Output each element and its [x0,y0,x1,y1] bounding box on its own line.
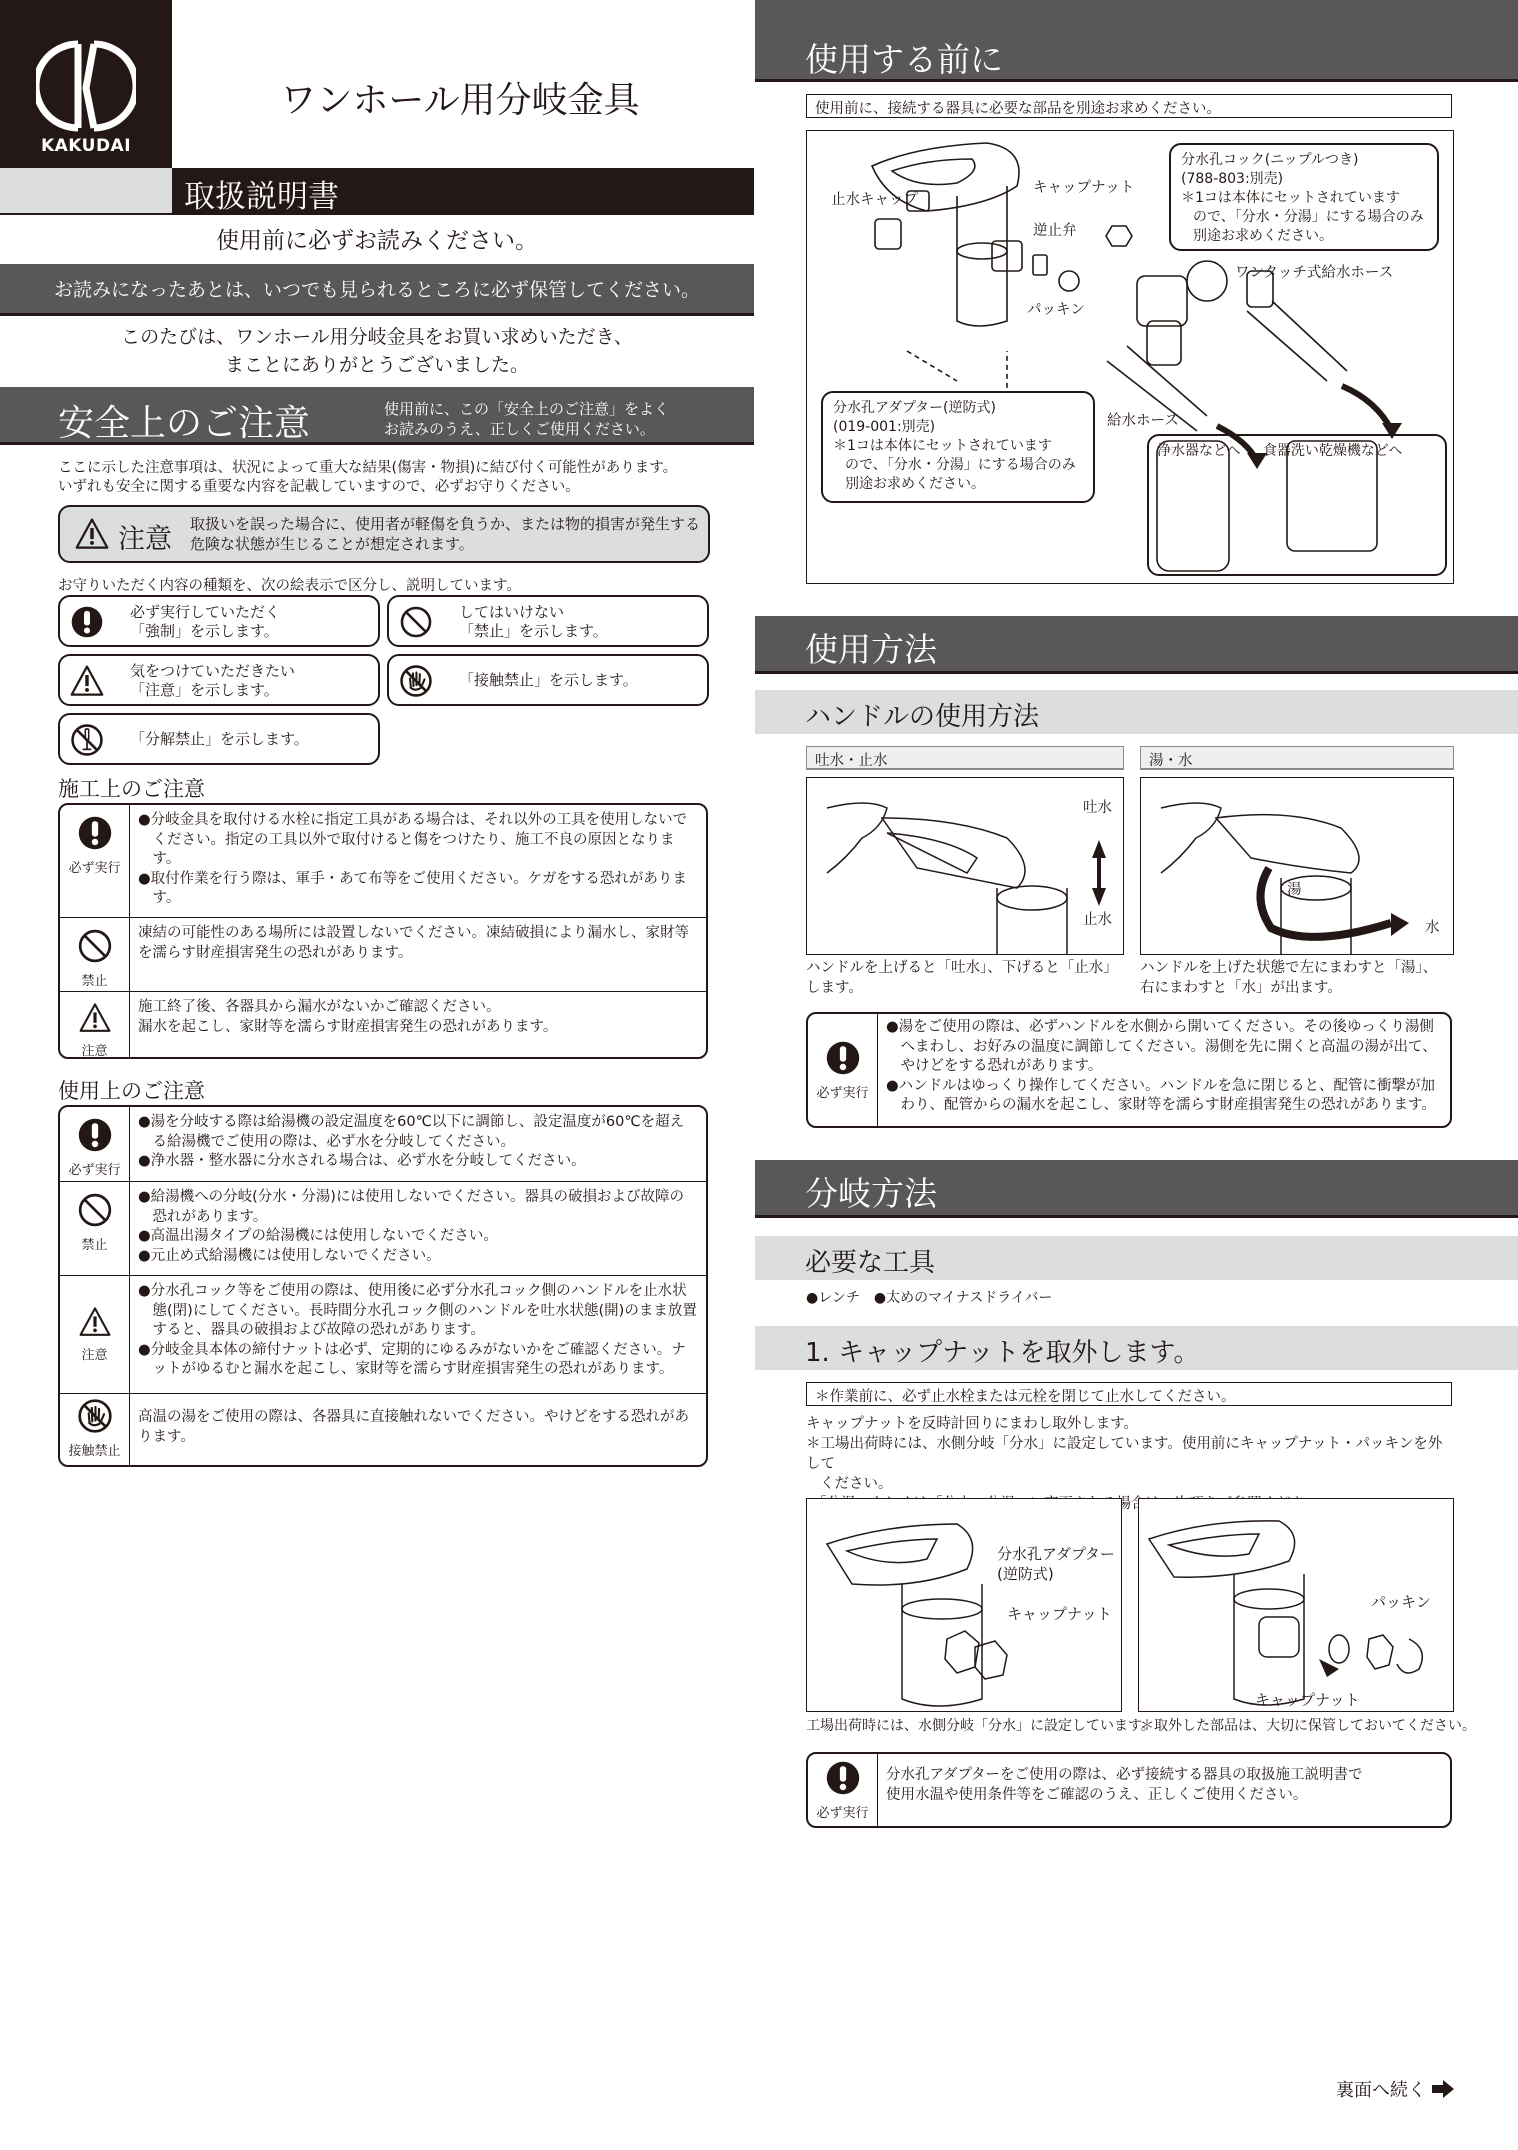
callout-line: ＊1コは本体にセットされています [1181,190,1400,206]
tools-list: ●レンチ ●太めのマイナスドライバー [806,1290,1053,1306]
usage-notes-heading: 使用上のご注意 [58,1079,205,1103]
hot-cold-caption [1140,958,1470,998]
label-adapter: 分水孔アダプター [997,1545,1115,1563]
mandatory-icon [77,815,113,851]
text-cell [130,992,565,1057]
table-row [60,1393,706,1465]
callout-line: ので、「分水・分湯」にする場合のみ [845,457,1076,473]
panel-tab-hot-cold: 湯・水 [1140,746,1454,770]
caution-icon [74,517,110,551]
cock-callout [1169,143,1439,251]
icon-cell [60,1276,130,1393]
mandatory-icon [825,1040,861,1076]
icon-caption: 注意 [81,1348,108,1363]
instruction-line: ＊工場出荷時には、水側分岐「分水」に設定しています。使用前にキャップナット・パッキンを外して [806,1436,1443,1472]
no-disassembly-icon [70,723,104,757]
icon-caption: 注意 [81,1044,108,1059]
legend-line: 「禁止」を示します。 [459,622,608,640]
handle-usage-subheader: ハンドルの使用方法 [755,690,1518,734]
text-cell [130,805,706,917]
caution-label: 注意 [118,524,172,555]
right-figure-caption: ＊取外した部品は、大切に保管しておいてください。 [1140,1718,1476,1734]
handle-rotate-illustration [1141,778,1454,955]
caption-line: ハンドルを上げると「吐水」、下げると「止水」 [806,960,1118,976]
no-touch-icon [77,1398,113,1434]
note-item: ●給湯機への分岐(分水・分湯)には使用しないでください。器具の破損および故障の恐れがあります。 [138,1189,684,1225]
label-cap-nut: キャップナット [1007,1605,1112,1623]
table-row [60,805,706,917]
legend-text [130,603,280,641]
how-to-use-header: 使用方法 [755,616,1518,674]
table-row [60,1275,706,1393]
text-cell [130,1276,706,1393]
note-line: 使用水温や使用条件等をご確認のうえ、正しくご使用ください。 [886,1786,1308,1803]
instruction-line: ください。 [820,1476,893,1492]
label-to-purifier: 浄水器などへ [1157,443,1241,459]
icon-cell [808,1754,878,1826]
intro-line: いずれも安全に関する重要な内容を記載していますので、必ずお守りください。 [58,479,580,495]
no-touch-icon [399,664,433,698]
callout-line: 別途お求めください。 [1193,228,1333,244]
prohibited-icon [77,928,113,964]
keep-notice: お読みになったあとは、いつでも見られるところに必ず保管してください。 [0,264,754,316]
table-row [60,1181,706,1275]
adapter-attached-figure [806,1498,1122,1712]
caution-text-line: 危険な状態が生じることが想定されます。 [190,535,474,553]
thanks-message [0,323,754,379]
text-cell [130,918,706,991]
brand-name: KAKUDAI [40,136,132,156]
install-notes-table [58,803,708,1059]
manual-label: 取扱説明書 [172,168,754,215]
caution-icon [70,664,104,698]
legend-line: してはいけない [459,603,565,621]
continue-text: 裏面へ続く [1336,2080,1426,2101]
destination-box [1147,434,1447,576]
section-subtitle [384,399,669,439]
icon-cell [60,918,130,991]
note-item: ●分水孔コック等をご使用の際は、使用後に必ず分水孔コック側のハンドルを止水状態(閉)にしてください。長時間分水孔コック側のハンドルを吐水状態(開)のまま放置すると、器具の破損および故障の恐れがあります。 [138,1283,697,1338]
callout-line: ので、「分水・分湯」にする場合のみ [1193,209,1424,225]
safety-section-header [0,387,754,445]
label-packing: パッキン [1027,302,1085,318]
legend-prohibited [387,595,709,647]
note-item: ●取付作業を行う際は、軍手・あて布等をご使用ください。ケガをする恐れがあります。 [138,870,687,906]
callout-line: 分水孔コック(ニップルつき) [1181,152,1359,168]
safety-intro [58,459,718,497]
text-cell [130,1107,706,1181]
spout-caption [806,958,1136,998]
step1-subheader: 1. キャップナットを取外します。 [755,1326,1518,1370]
continue-to-back [1336,2076,1454,2102]
caption-line: 右にまわすと「水」が出ます。 [1140,980,1342,996]
panel-tab-spout: 吐水・止水 [806,746,1124,770]
tools-subheader: 必要な工具 [755,1236,1518,1280]
legend-no-disassembly [58,713,380,765]
branching-header: 分岐方法 [755,1160,1518,1218]
label-check-valve: 逆止弁 [1033,223,1077,239]
note-item: ●ハンドルはゆっくり操作してください。ハンドルを急に閉じると、配管に衝撃が加わり、配管からの漏水を起こし、家財等を濡らす財産損害発生の恐れがあります。 [886,1077,1436,1113]
decorative-block [0,168,172,215]
label-hot: 湯 [1287,882,1302,898]
label-stop: 止水 [1083,912,1112,928]
text-cell [878,1014,1450,1126]
section-title: 安全上のご注意 [58,403,311,444]
label-supply-hose: 給水ホース [1107,413,1179,429]
legend-text [130,662,295,700]
mandatory-icon [77,1117,113,1153]
note-item: ●分岐金具本体の締付ナットは必ず、定期的にゆるみがないかをご確認ください。ナットがゆるむと漏水を起こし、家財等を濡らす財産損害発生の恐れがあります。 [138,1341,686,1377]
caution-definition [58,505,710,563]
label-to-dishwasher: 食器洗い乾燥機などへ [1262,443,1403,459]
label-spout: 吐水 [1083,800,1112,816]
product-title: ワンホール用分岐金具 [280,80,640,121]
note-item: ●高温出湯タイプの給湯機には使用しないでください。 [138,1228,498,1244]
caution-icon [78,1306,112,1338]
caution-text-line: 取扱いを誤った場合に、使用者が軽傷を負うか、または物的損害が発生する [190,515,701,533]
caption-line: ハンドルを上げた状態で左にまわすと「湯」、 [1140,960,1438,976]
caption-line: します。 [806,980,863,996]
note-item: ●湯をご使用の際は、必ずハンドルを水側から開いてください。その後ゆっくり湯側へまわし、お好みの温度に調節してください。湯側を先に開くと高温の湯が出て、やけどをする恐れがあります。 [886,1019,1437,1074]
callout-line: 別途お求めください。 [845,476,985,492]
note-item: ●分岐金具を取付ける水栓に指定工具がある場合は、それ以外の工具を使用しないでください。指定の工具以外で取付けると傷をつけたり、施工不良の原因となります。 [138,812,688,867]
before-use-note: 使用前に、接続する器具に必要な部品を別途お求めください。 [806,94,1452,118]
instruction-line: キャップナットを反時計回りにまわし取外します。 [806,1416,1139,1432]
table-row [60,917,706,991]
parts-diagram [806,130,1454,584]
text-cell [130,1182,706,1275]
icon-caption: 必ず実行 [816,1086,869,1101]
read-before-notice: 使用前に必ずお読みください。 [216,228,538,254]
label-cap-nut: キャップナット [1033,180,1135,196]
intro-line: ここに示した注意事項は、状況によって重大な結果(傷害・物損)に結び付く可能性があります。 [58,460,678,476]
icon-caption: 禁止 [81,1238,108,1253]
handle-lever-illustration [807,778,1124,955]
left-figure-caption: 工場出荷時には、水側分岐「分水」に設定しています。 [806,1718,1155,1734]
icon-cell [60,805,130,917]
note-line: 分水孔アダプターをご使用の際は、必ず接続する器具の取扱施工説明書で [886,1767,1363,1783]
note-item: ●元止め式給湯機には使用しないでください。 [138,1247,441,1264]
text-cell [878,1754,1370,1826]
note-item: ●浄水器・整水器に分水される場合は、必ず水を分岐してください。 [138,1153,586,1169]
note-item: 高温の湯をご使用の際は、各器具に直接触れないでください。やけどをする恐れがあります。 [138,1409,689,1445]
install-notes-heading: 施工上のご注意 [58,777,205,801]
label-packing: パッキン [1371,1593,1431,1611]
note-item: ●湯を分岐する際は給湯機の設定温度を60℃以下に調節し、設定温度が60℃を超える給湯機でご使用の際は、必ず水を分岐してください。 [138,1114,685,1150]
note-item: 施工終了後、各器具から漏水がないかご確認ください。 [138,999,501,1015]
kakudai-logo-icon [36,40,136,132]
label-one-touch-hose: ワンタッチ式給水ホース [1235,265,1394,281]
adapter-mandatory-box [806,1752,1452,1828]
adapter-callout [821,391,1095,503]
subtitle-line: 使用前に、この「安全上のご注意」をよく [384,400,670,418]
callout-line: ＊1コは本体にセットされています [833,438,1052,454]
legend-line: 気をつけていただきたい [130,662,296,680]
prohibited-icon [399,605,433,639]
text-cell [130,1394,706,1465]
table-row [60,991,706,1057]
callout-line: (788-803:別売) [1181,171,1284,187]
legend-text [459,603,608,641]
icon-cell [60,992,130,1057]
label-adapter-type: (逆防式) [997,1565,1054,1583]
icon-cell [60,1394,130,1465]
table-row [808,1014,1450,1126]
legend-text: 「分解禁止」を示します。 [130,730,309,748]
spout-illustration [806,777,1124,955]
icon-caption: 必ず実行 [816,1806,869,1821]
legend-line: 「注意」を示します。 [130,681,279,699]
thanks-line: このたびは、ワンホール用分岐金具をお買い求めいただき、 [121,326,633,348]
table-row [808,1754,1450,1826]
thanks-line: まことにありがとうございました。 [224,354,529,376]
legend-text: 「接触禁止」を示します。 [459,671,638,689]
caution-text [190,514,700,554]
icon-caption: 必ず実行 [68,1163,121,1178]
cap-nut-removed-figure [1138,1498,1454,1712]
legend-mandatory [58,595,380,647]
legend-intro: お守りいただく内容の種類を、次の絵表示で区分し、説明しています。 [58,578,521,594]
icon-cell [60,1107,130,1181]
icon-caption: 必ず実行 [68,861,121,876]
usage-mandatory-box [806,1012,1452,1128]
hot-cold-illustration [1140,777,1454,955]
brand-logo [0,0,172,168]
legend-line: 「強制」を示します。 [130,622,279,640]
label-cap-nut: キャップナット [1255,1691,1360,1709]
callout-line: 分水孔アダプター(逆防式) [833,400,996,416]
icon-cell [60,1182,130,1275]
legend-caution [58,654,380,706]
before-use-header: 使用する前に [755,0,1518,82]
icon-caption: 接触禁止 [68,1444,121,1459]
mandatory-icon [70,605,104,639]
table-row [60,1107,706,1181]
legend-line: 必ず実行していただく [130,603,281,621]
step1-warning: ＊作業前に、必ず止水栓または元栓を閉じて止水してください。 [806,1382,1452,1406]
mandatory-icon [825,1760,861,1796]
icon-cell [808,1014,878,1126]
callout-line: (019-001:別売) [833,419,936,435]
usage-notes-table [58,1105,708,1467]
caution-icon [78,1002,112,1034]
note-item: 漏水を起こし、家財等を濡らす財産損害発生の恐れがあります。 [138,1018,558,1035]
note-item: 凍結の可能性のある場所には設置しないでください。凍結破損により漏水し、家財等を濡らす財産損害発生の恐れがあります。 [138,925,689,961]
prohibited-icon [77,1192,113,1228]
label-stop-cap: 止水キャップ [831,192,918,208]
legend-no-touch [387,654,709,706]
icon-caption: 禁止 [81,974,108,989]
label-cold: 水 [1425,920,1440,936]
arrow-right-icon [1432,2080,1454,2098]
subtitle-line: お読みのうえ、正しくご使用ください。 [384,420,655,438]
